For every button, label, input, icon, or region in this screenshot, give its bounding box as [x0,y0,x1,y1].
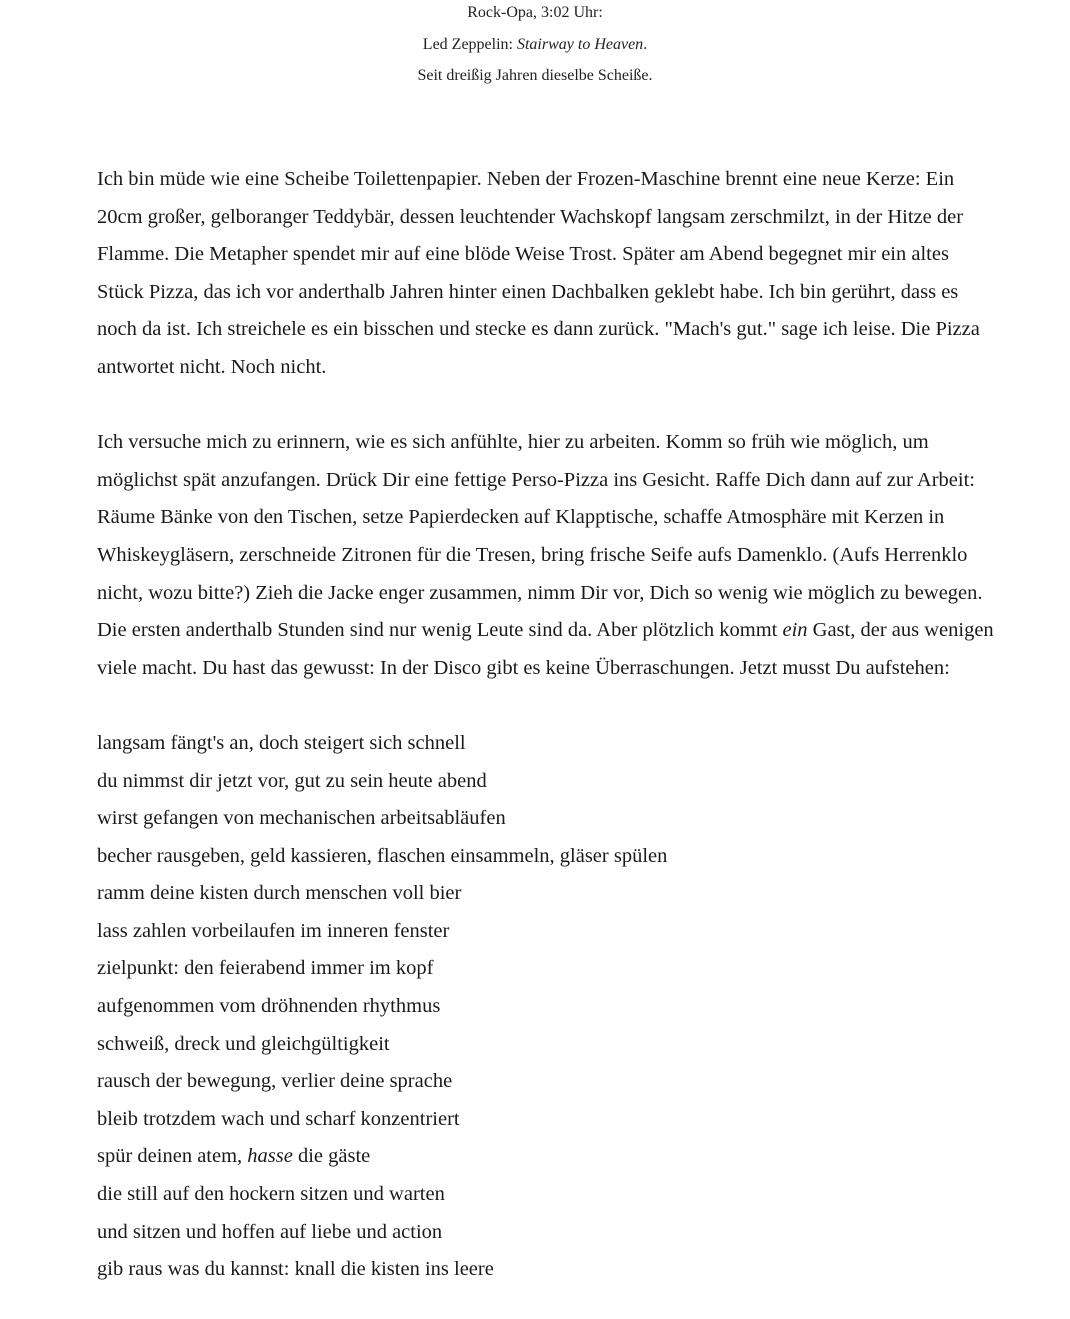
poem-line: langsam fängt's an, doch steigert sich schnell [97,731,466,754]
poem-line: du nimmst dir jetzt vor, gut zu sein heute abend [97,769,487,792]
poem-line: zielpunkt: den feierabend immer im kopf [97,957,434,980]
paragraph-1: Ich bin müde wie eine Scheibe Toilettenpapier. Neben der Frozen-Maschine brennt eine neue Kerze: Ein 20cm großer, gelboranger Teddybär, dessen leuchtender Wachskopf langsam zerschmilzt, in der Hitze der Flamme. Die Metapher spendet mir auf eine blöde Weise Trost. Später am Abend begegnet mir ein altes Stück Pizza, das ich vor anderthalb Jahren hinter einen Dachbalken geklebt habe. Ich bin gerührt, dass es noch da ist. Ich streichele es ein bisschen und stecke es dann zurück. "Mach's gut." sage ich leise. Die Pizza antwortet nicht. Noch nicht. [97,168,980,378]
poem [97,725,997,1289]
header-block [0,0,1070,92]
poem-line: und sitzen und hoffen auf liebe und action [97,1220,443,1243]
song-title: Stairway to Heaven [516,35,644,53]
paragraph-2-emphasis: ein [782,619,808,642]
song-suffix: . [643,35,648,53]
header-line-song [0,29,1070,61]
poem-line-12-emphasis: hasse [247,1145,293,1168]
poem-line-12-prefix: spür deinen atem, [97,1145,248,1168]
poem-line: bleib trotzdem wach und scharf konzentriert [97,1107,460,1130]
poem-line: schweiß, dreck und gleichgültigkeit [97,1032,390,1055]
article-body [97,161,997,1289]
poem-line: ramm deine kisten durch menschen voll bier [97,882,462,905]
poem-line: die still auf den hockern sitzen und warten [97,1183,445,1206]
song-artist: Led Zeppelin: [422,35,517,53]
poem-line: rausch der bewegung, verlier deine sprache [97,1070,453,1093]
paragraph-2-text-after: Gast, der aus wenigen viele macht. Du hast das gewusst: In der Disco gibt es keine Überraschungen. Jetzt musst Du aufstehen: [97,619,994,679]
header-line-time: Rock-Opa, 3:02 Uhr: [467,4,603,21]
header-line-comment: Seit dreißig Jahren dieselbe Scheiße. [417,67,653,84]
poem-line: lass zahlen vorbeilaufen im inneren fenster [97,919,450,942]
poem-line-12-suffix: die gäste [292,1145,371,1168]
poem-line [97,1138,997,1176]
poem-line: gib raus was du kannst: knall die kisten ins leere [97,1258,494,1281]
paragraph-2-text-before: Ich versuche mich zu erinnern, wie es sich anfühlte, hier zu arbeiten. Komm so früh wie möglich, um möglichst spät anzufangen. Drück Dir eine fettige Perso-Pizza ins Gesicht. Raffe Dich dann auf zur Arbeit: Räume Bänke von den Tischen, setze Papierdecken auf Klapptische, schaffe Atmosphäre mit Kerzen in Whiskeygläsern, zerschneide Zitronen für die Tresen, bring frische Seife aufs Damenklo. (Aufs Herrenklo nicht, wozu bitte?) Zieh die Jacke enger zusammen, nimm Dir vor, Dich so wenig wie möglich zu bewegen. Die ersten anderthalb Stunden sind nur wenig Leute sind da. Aber plötzlich kommt [97,431,983,642]
poem-line: aufgenommen vom dröhnenden rhythmus [97,995,441,1018]
poem-line: wirst gefangen von mechanischen arbeitsabläufen [97,807,506,830]
poem-line: becher rausgeben, geld kassieren, flaschen einsammeln, gläser spülen [97,844,668,867]
paragraph-2 [97,424,997,687]
